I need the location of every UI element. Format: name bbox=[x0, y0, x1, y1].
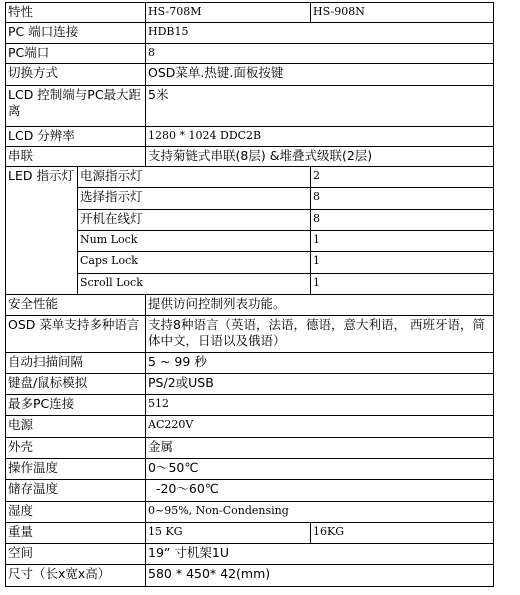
led-count: 1 bbox=[311, 231, 494, 252]
row-security bbox=[6, 294, 494, 315]
row-pc-port-connection bbox=[6, 23, 494, 43]
row-lcd-distance bbox=[6, 86, 494, 127]
row-value: 0～50℃ bbox=[146, 459, 494, 480]
weight-model-b: 16KG bbox=[311, 522, 494, 543]
row-value: 8 bbox=[146, 43, 494, 63]
row-label: 最多PC连接 bbox=[6, 395, 146, 416]
row-lcd-resolution bbox=[6, 126, 494, 146]
row-label: 切换方式 bbox=[6, 63, 146, 85]
led-count: 2 bbox=[311, 167, 494, 188]
row-value: 5 ~ 99 秒 bbox=[146, 352, 494, 373]
row-label: LCD 分辨率 bbox=[6, 126, 146, 146]
row-value: 支持8种语言（英语，法语，德语，意大利语， 西班牙语，简体中文，日语以及俄语） bbox=[146, 316, 494, 353]
row-led-scroll-lock bbox=[6, 273, 494, 294]
row-led-online bbox=[6, 209, 494, 230]
model-a-name: HS-708M bbox=[146, 3, 311, 23]
row-value: 金属 bbox=[146, 437, 494, 458]
spec-table bbox=[5, 2, 494, 587]
row-label: 湿度 bbox=[6, 501, 146, 522]
row-power bbox=[6, 416, 494, 437]
led-count: 1 bbox=[311, 252, 494, 273]
row-max-pc bbox=[6, 395, 494, 416]
row-value: 1280 * 1024 DDC2B bbox=[146, 126, 494, 146]
row-label: LCD 控制端与PC最大距离 bbox=[6, 86, 146, 127]
row-label: PC端口 bbox=[6, 43, 146, 63]
row-label: 重量 bbox=[6, 522, 146, 543]
row-cascade bbox=[6, 146, 494, 166]
row-storage-temp bbox=[6, 480, 494, 501]
row-led-num-lock bbox=[6, 231, 494, 252]
row-value: AC220V bbox=[146, 416, 494, 437]
row-label: 串联 bbox=[6, 146, 146, 166]
led-name: Scroll Lock bbox=[78, 273, 311, 294]
row-value: OSD菜单.热键.面板按键 bbox=[146, 63, 494, 85]
row-auto-scan bbox=[6, 352, 494, 373]
row-value: 19” 寸机架1U bbox=[146, 544, 494, 565]
row-label: 键盘/鼠标模拟 bbox=[6, 373, 146, 394]
led-name: 开机在线灯 bbox=[78, 209, 311, 230]
row-weight bbox=[6, 522, 494, 543]
row-value: PS/2或USB bbox=[146, 373, 494, 394]
row-housing bbox=[6, 437, 494, 458]
row-led-select bbox=[6, 188, 494, 209]
led-count: 1 bbox=[311, 273, 494, 294]
row-dimensions bbox=[6, 565, 494, 587]
led-indicators-label: LED 指示灯 bbox=[6, 167, 78, 295]
led-name: Caps Lock bbox=[78, 252, 311, 273]
row-humidity bbox=[6, 501, 494, 522]
row-value: 5米 bbox=[146, 86, 494, 127]
row-value: 512 bbox=[146, 395, 494, 416]
row-value: 提供访问控制列表功能。 bbox=[146, 294, 494, 315]
row-pc-ports bbox=[6, 43, 494, 63]
header-label: 特性 bbox=[6, 3, 146, 23]
row-label: 尺寸（长x宽x高） bbox=[6, 565, 146, 587]
row-value: 580 * 450* 42(mm) bbox=[146, 565, 494, 587]
row-label: 自动扫描间隔 bbox=[6, 352, 146, 373]
led-name: Num Lock bbox=[78, 231, 311, 252]
row-label: 空间 bbox=[6, 544, 146, 565]
led-name: 选择指示灯 bbox=[78, 188, 311, 209]
header-row bbox=[6, 3, 494, 23]
model-b-name: HS-908N bbox=[311, 3, 494, 23]
row-label: 操作温度 bbox=[6, 459, 146, 480]
row-label: 电源 bbox=[6, 416, 146, 437]
row-label: 安全性能 bbox=[6, 294, 146, 315]
led-count: 8 bbox=[311, 209, 494, 230]
row-value: -20～60℃ bbox=[146, 480, 494, 501]
row-osd-languages bbox=[6, 316, 494, 353]
row-label: OSD 菜单支持多种语言 bbox=[6, 316, 146, 353]
row-value: 0~95%, Non-Condensing bbox=[146, 501, 494, 522]
row-value: 支持菊链式串联(8层) &堆叠式级联(2层) bbox=[146, 146, 494, 166]
row-kb-mouse bbox=[6, 373, 494, 394]
row-operating-temp bbox=[6, 459, 494, 480]
row-value: HDB15 bbox=[146, 23, 494, 43]
row-led-caps-lock bbox=[6, 252, 494, 273]
row-label: 外壳 bbox=[6, 437, 146, 458]
led-count: 8 bbox=[311, 188, 494, 209]
led-name: 电源指示灯 bbox=[78, 167, 311, 188]
row-space bbox=[6, 544, 494, 565]
weight-model-a: 15 KG bbox=[146, 522, 311, 543]
row-label: 储存温度 bbox=[6, 480, 146, 501]
row-switch-method bbox=[6, 63, 494, 85]
row-led-power bbox=[6, 167, 494, 188]
row-label: PC 端口连接 bbox=[6, 23, 146, 43]
